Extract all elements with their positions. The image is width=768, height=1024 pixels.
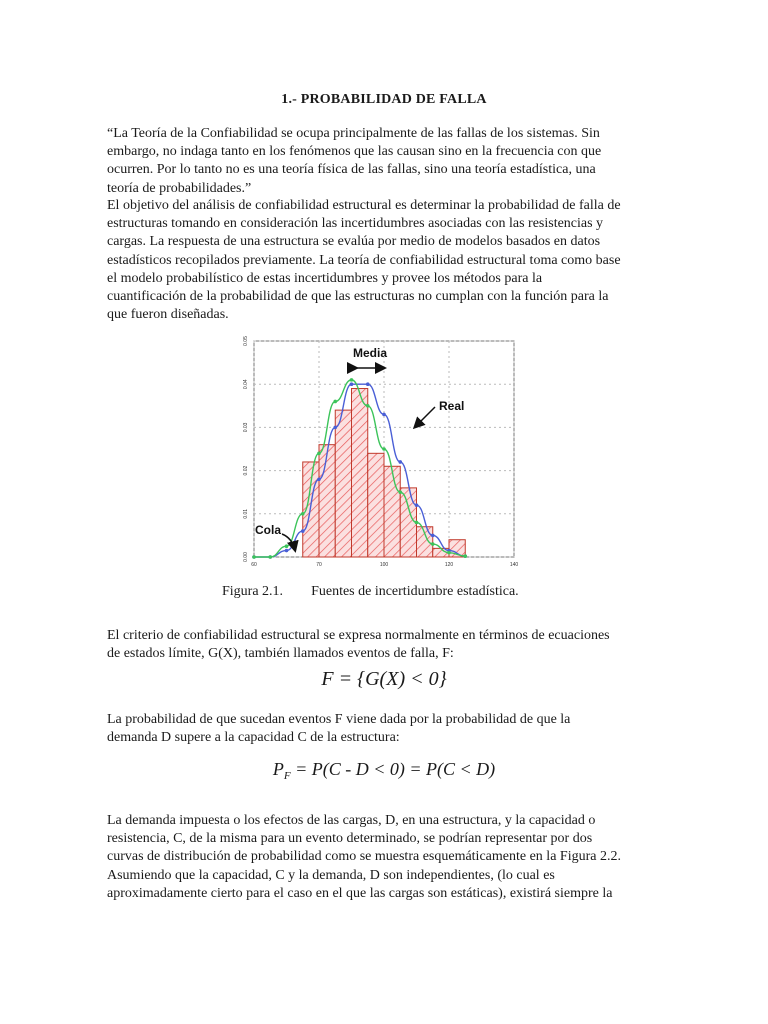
text-line: resistencia, C, de la misma para un evento determinado, se podrían representar por dos <box>107 831 593 847</box>
text-line: El criterio de confiabilidad estructural se expresa normalmente en términos de ecuaciones <box>107 628 610 643</box>
equation-failure-event: F = {G(X) < 0} <box>321 668 447 690</box>
text-line: cuantificación de la probabilidad de que las estructuras no cumplan con la función para la <box>107 289 609 305</box>
series-point-fit <box>285 544 289 548</box>
series-point-real <box>415 503 419 507</box>
equation-pf-lhs: P <box>272 759 284 779</box>
histogram-bar <box>319 445 335 557</box>
text-line: El objetivo del análisis de confiabilidad estructural es determinar la probabilidad de falla de <box>107 198 621 213</box>
series-point-fit <box>301 512 305 516</box>
x-tick-label: 140 <box>509 562 519 568</box>
series-point-real <box>301 529 305 533</box>
text-line: La probabilidad de que sucedan eventos F viene dada por la probabilidad de que la <box>107 712 571 727</box>
x-tick-label: 100 <box>379 562 389 568</box>
text-line: embargo, no indaga tanto en los fenómenos que las causan sino en la frecuencia con que <box>107 144 602 160</box>
histogram-chart <box>232 335 522 575</box>
x-tick-label: 70 <box>316 562 322 568</box>
text-line: cargas. La respuesta de una estructura se evalúa por medio de modelos basados en datos <box>107 234 601 250</box>
series-point-fit <box>415 521 419 525</box>
series-point-fit <box>252 555 256 559</box>
figure-caption <box>222 584 519 600</box>
series-point-fit <box>268 555 272 559</box>
page-title: 1.- PROBABILIDAD DE FALLA <box>281 92 487 107</box>
text-line: aproximadamente cierto para el caso en el que las cargas son estáticas), existirá siempre la <box>107 885 613 901</box>
series-point-fit <box>350 378 354 382</box>
annotation-cola: Cola <box>255 523 282 537</box>
series-point-fit <box>382 447 386 451</box>
text-line: estadísticos recopilados previamente. La teoría de confiabilidad estructural toma como base <box>107 252 621 268</box>
text-line: ocurren. Por lo tanto no es una teoría física de las fallas, sino una teoría estadística, una <box>107 162 596 178</box>
x-tick-label: 60 <box>251 562 257 568</box>
histogram-bar <box>400 488 416 557</box>
text-line: estructuras tomando en consideración las incertidumbres asociadas con las resistencias y <box>107 216 604 232</box>
series-point-fit <box>333 400 337 404</box>
quote-paragraph <box>107 125 667 198</box>
text-line: el modelo probabilístico de estas incertidumbres y provee los métodos para la <box>107 270 543 286</box>
series-point-fit <box>398 490 402 494</box>
histogram-bar <box>335 410 351 557</box>
text-line: La demanda impuesta o los efectos de las cargas, D, en una estructura, y la capacidad o <box>107 813 596 828</box>
equation-pf-rhs: = P(C - D < 0) = P(C < D) <box>290 759 496 779</box>
series-point-fit <box>317 452 321 456</box>
objective-paragraph <box>107 197 667 324</box>
annotation-media: Media <box>352 346 388 360</box>
figure-caption-label: Figura 2.1. <box>222 584 284 599</box>
text-line: que fueron diseñadas. <box>107 307 229 323</box>
series-point-fit <box>431 542 435 546</box>
figure-caption-text: Fuentes de incertidumbre estadística. <box>311 584 519 599</box>
text-line: Asumiendo que la capacidad, C y la demanda, D son independientes, (lo cual es <box>107 867 555 883</box>
figure-histogram <box>232 335 522 575</box>
text-line: “La Teoría de la Confiabilidad se ocupa principalmente de las fallas de los sistemas. Sin <box>107 126 600 141</box>
text-line: curvas de distribución de probabilidad como se muestra esquemáticamente en la Figura 2.2. <box>107 849 621 865</box>
y-tick-label: 0.04 <box>243 379 249 390</box>
series-point-real <box>350 382 354 386</box>
series-point-real <box>317 477 321 481</box>
x-tick-label: 120 <box>444 562 454 568</box>
series-point-real <box>366 382 370 386</box>
demand-paragraph <box>107 812 667 903</box>
criterion-paragraph <box>107 627 667 663</box>
series-point-real <box>285 549 289 553</box>
histogram-bar <box>368 453 384 557</box>
series-point-real <box>431 534 435 538</box>
probability-paragraph <box>107 711 667 747</box>
text-line: demanda D supere a la capacidad C de la estructura: <box>107 730 400 746</box>
equation-pf-subscript: F <box>283 770 291 782</box>
y-tick-label: 0.00 <box>243 552 249 562</box>
histogram-bar <box>352 389 368 557</box>
y-tick-label: 0.02 <box>243 465 249 476</box>
annotation-real: Real <box>439 399 465 413</box>
histogram-bar <box>384 466 400 557</box>
series-point-fit <box>366 404 370 408</box>
equation-failure-probability <box>0 759 768 782</box>
y-tick-label: 0.01 <box>243 508 249 519</box>
series-point-fit <box>447 551 451 555</box>
series-point-real <box>398 460 402 464</box>
series-point-real <box>382 413 386 417</box>
text-line: teoría de probabilidades.” <box>107 180 252 196</box>
series-point-fit <box>463 554 467 558</box>
y-tick-label: 0.05 <box>243 336 249 346</box>
series-point-real <box>333 426 337 430</box>
y-tick-label: 0.03 <box>243 422 249 433</box>
text-line: de estados límite, G(X), también llamados eventos de falla, F: <box>107 646 454 662</box>
